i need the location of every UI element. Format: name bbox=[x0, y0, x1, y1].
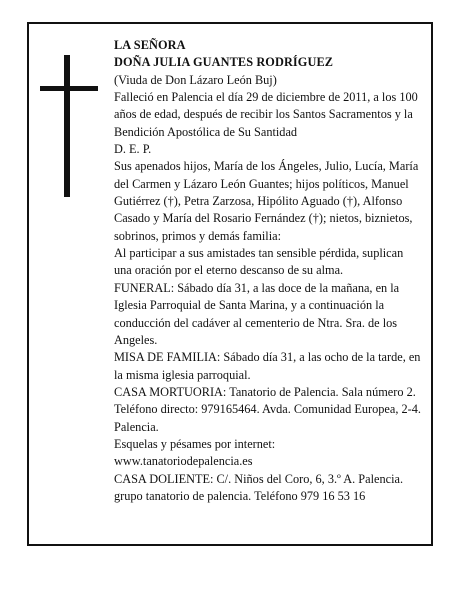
mourning-home-paragraph: CASA DOLIENTE: C/. Niños del Coro, 6, 3.º A. Palencia. bbox=[114, 471, 404, 486]
rip-line: D. E. P. bbox=[114, 142, 152, 157]
online-condolences-label: Esquelas y pésames por internet: bbox=[114, 436, 276, 451]
cross-horizontal-bar bbox=[40, 86, 98, 91]
death-paragraph: Falleció en Palencia el día 29 de diciembre de 2011, a los 100 años de edad, después de recibir los Santos Sacramentos y la Bendición Apostólica de Su Santidad bbox=[114, 90, 418, 139]
mortuary-paragraph: CASA MORTUORIA: Tanatorio de Palencia. Sala número 2. Teléfono directo: 979165464. Avda. Comunidad Europea, 2-4. Palencia. bbox=[114, 384, 421, 434]
title-heading: LA SEÑORA bbox=[114, 38, 186, 52]
cross-vertical-bar bbox=[64, 55, 70, 197]
footer-line: grupo tanatorio de palencia. Teléfono 979 16 53 16 bbox=[114, 488, 366, 503]
obituary-text bbox=[114, 37, 424, 505]
prayer-request-paragraph: Al participar a sus amistades tan sensible pérdida, suplican una oración por el eterno descanso de su alma. bbox=[114, 246, 404, 278]
family-paragraph: Sus apenados hijos, María de los Ángeles, Julio, Lucía, María del Carmen y Lázaro León Guantes; hijos políticos, Manuel Gutiérrez (†), Petra Zarzosa, Hipólito Aguado (†), Alfonso Casado y María del Rosario Fernández (†); nietos, biznietos, sobrinos, primos y demás familia: bbox=[114, 159, 419, 243]
cross-icon bbox=[40, 55, 98, 197]
website-link[interactable]: www.tanatoriodepalencia.es bbox=[114, 454, 253, 469]
deceased-name: DOÑA JULIA GUANTES RODRÍGUEZ bbox=[114, 55, 334, 70]
family-mass-paragraph: MISA DE FAMILIA: Sábado día 31, a las ocho de la tarde, en la misma iglesia parroquial. bbox=[114, 350, 421, 382]
funeral-paragraph: FUNERAL: Sábado día 31, a las doce de la mañana, en la Iglesia Parroquial de Santa Marina, y a continuación la conducción del cadáver al cementerio de Ntra. Sra. de los Angeles. bbox=[114, 280, 400, 347]
widow-of-line: (Viuda de Don Lázaro León Buj) bbox=[114, 72, 277, 87]
